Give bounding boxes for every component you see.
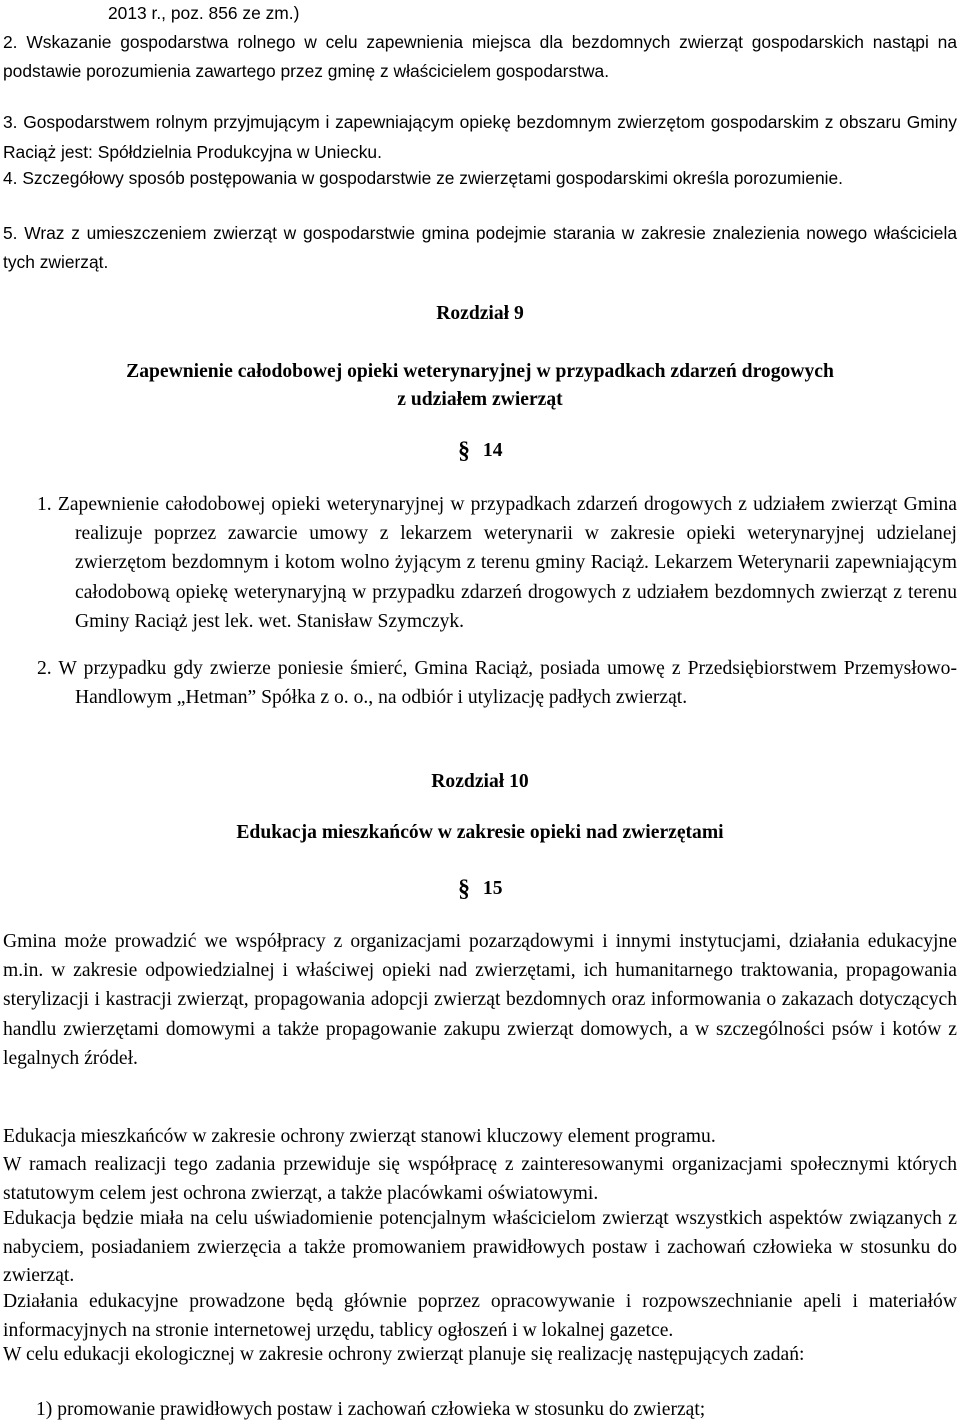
intro-item-3: 3. Gospodarstwem rolnym przyjmującym i zapewniającym opiekę bezdomnym zwierzętom gospodarskim z obszaru Gminy Raciąż jest: Spółdzielnia Produkcyjna w Uniecku. xyxy=(3,112,957,162)
intro-item-4: 4. Szczegółowy sposób postępowania w gospodarstwie ze zwierzętami gospodarskimi określa porozumienie. xyxy=(3,168,843,188)
chapter-9-item-1: 1. Zapewnienie całodobowej opieki weterynaryjnej w przypadkach zdarzeń drogowych z udziałem zwierząt Gmina realizuje poprzez zawarcie umowy z lekarzem weterynarii w zakresie opieki weterynaryjnej udzielanej zwierzętom bezdomnym i kotom wolno żyjącym z terenu gminy Raciąż. Lekarzem Weterynarii zapewniającym całodobową opiekę weterynaryjną w przypadku zdarzeń drogowych z udziałem bezdomnych zwierząt z terenu Gminy Raciąż jest lek. wet. Stanisław Szymczyk. xyxy=(37,494,957,632)
section-14 xyxy=(458,436,503,465)
svg-text:§: § xyxy=(458,876,470,902)
chapter-9-item-2: 2. W przypadku gdy zwierze poniesie śmierć, Gmina Raciąż, posiada umowę z Przedsiębiorstwem Przemysłowo-Handlowym „Hetman” Spółka z o. o., na odbiór i utylizację padłych zwierząt. xyxy=(37,658,957,709)
svg-text:§: § xyxy=(458,438,470,464)
section-14-number: 14 xyxy=(482,440,503,461)
chapter-10-paragraph-6: W celu edukacji ekologicznej w zakresie ochrony zwierząt planuje się realizację następujących zadań: xyxy=(3,1344,805,1365)
section-15 xyxy=(458,874,503,903)
intro-item-2: 2. Wskazanie gospodarstwa rolnego w celu zapewnienia miejsca dla bezdomnych zwierząt gospodarskich nastąpi na podstawie porozumienia zawartego przez gminę z właścicielem gospodarstwa. xyxy=(3,32,957,81)
chapter-9-heading: Rozdział 9 xyxy=(436,303,524,324)
chapter-10-paragraph-4: Edukacja będzie miała na celu uświadomienie potencjalnym właścicielom zwierząt wszystkich aspektów związanych z nabyciem, posiadaniem zwierzęcia a także promowaniem prawidłowych postaw i zachowań człowieka w stosunku do zwierząt. xyxy=(3,1208,957,1286)
chapter-10-title: Edukacja mieszkańców w zakresie opieki nad zwierzętami xyxy=(236,822,724,843)
chapter-10-paragraph-1: Gmina może prowadzić we współpracy z organizacjami pozarządowymi i innymi instytucjami, działania edukacyjne m.in. w zakresie odpowiedzialnej i właściwej opieki nad zwierzętami, ich humanitarnego traktowania, propagowania sterylizacji i kastracji zwierząt, propagowania adopcji zwierząt bezdomnych oraz informowania o zakazach dotyczących handlu zwierzętami domowymi a także propagowanie zakupu zwierząt domowych, a w szczególności psów i kotów z legalnych źródeł. xyxy=(3,931,957,1069)
chapter-10-paragraph-2: Edukacja mieszkańców w zakresie ochrony zwierząt stanowi kluczowy element programu. xyxy=(3,1126,716,1147)
section-sign-icon xyxy=(458,876,472,902)
section-sign-icon xyxy=(458,438,472,464)
chapter-9-title-line-1: Zapewnienie całodobowej opieki weterynaryjnej w przypadkach zdarzeń drogowych xyxy=(126,361,834,382)
chapter-10-paragraph-3: W ramach realizacji tego zadania przewiduje się współpracę z zainteresowanymi organizacjami społecznymi których statutowym celem jest ochrona zwierząt, a także placówkami oświatowymi. xyxy=(3,1154,957,1204)
chapter-10-heading: Rozdział 10 xyxy=(431,771,529,792)
chapter-9-title-line-2: z udziałem zwierząt xyxy=(397,389,563,410)
top-fragment: 2013 r., poz. 856 ze zm.) xyxy=(108,3,300,23)
chapter-10-paragraph-5: Działania edukacyjne prowadzone będą głównie poprzez opracowywanie i rozpowszechnianie apeli i materiałów informacyjnych na stronie internetowej urzędu, tablicy ogłoszeń i w lokalnej gazetce. xyxy=(3,1291,957,1341)
section-15-number: 15 xyxy=(482,878,503,899)
chapter-10-list-item-1: 1) promowanie prawidłowych postaw i zachowań człowieka w stosunku do zwierząt; xyxy=(36,1399,706,1420)
intro-item-5: 5. Wraz z umieszczeniem zwierząt w gospodarstwie gmina podejmie starania w zakresie znalezienia nowego właściciela tych zwierząt. xyxy=(3,223,957,272)
